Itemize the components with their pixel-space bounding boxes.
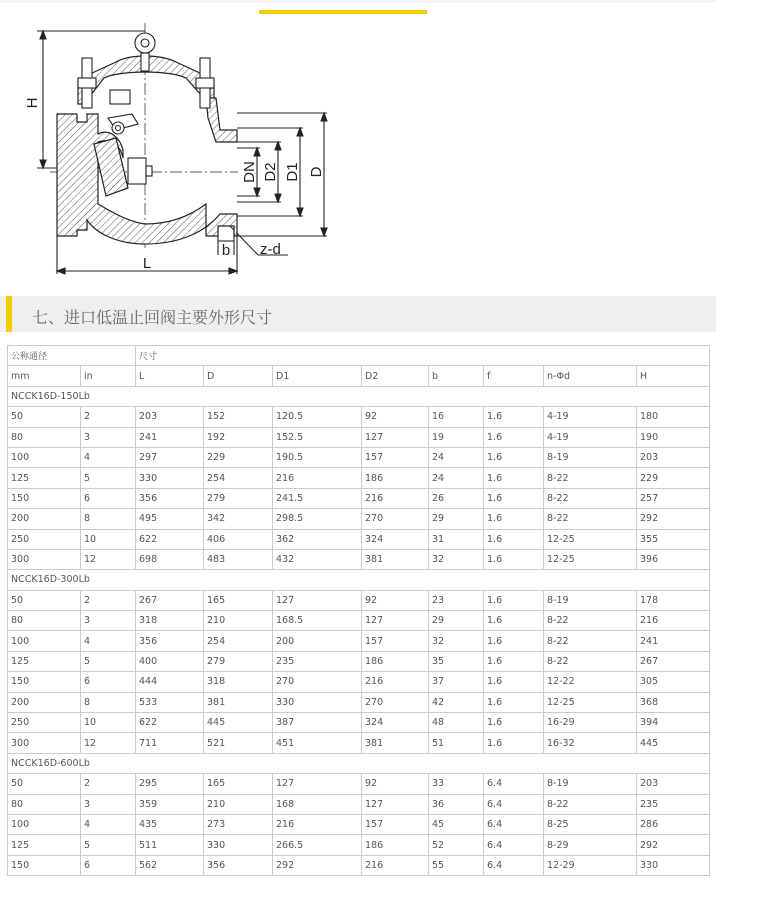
table-cell: 35 <box>429 651 484 671</box>
table-cell: 50 <box>8 774 81 794</box>
table-cell: 1.6 <box>484 529 544 549</box>
dim-label-b: b <box>221 242 231 259</box>
table-cell: 16-29 <box>544 713 637 733</box>
table-cell: 270 <box>362 692 429 712</box>
table-cell: 80 <box>8 794 81 814</box>
table-cell: 3 <box>81 427 136 447</box>
table-cell: 150 <box>8 672 81 692</box>
table-row <box>8 713 710 733</box>
table-cell: 4 <box>81 447 136 467</box>
table-cell: 1.6 <box>484 672 544 692</box>
table-row <box>8 549 710 569</box>
table-cell: 267 <box>637 651 710 671</box>
table-cell: 511 <box>136 835 204 855</box>
table-cell: 8-19 <box>544 447 637 467</box>
column-header: f <box>484 366 544 386</box>
table-cell: 8-22 <box>544 611 637 631</box>
table-cell: 16-32 <box>544 733 637 753</box>
table-cell: 394 <box>637 713 710 733</box>
table-cell: 19 <box>429 427 484 447</box>
table-cell: 2 <box>81 590 136 610</box>
model-row <box>8 753 710 773</box>
table-cell: 32 <box>429 631 484 651</box>
section-accent-bar <box>6 296 12 332</box>
table-cell: 362 <box>273 529 362 549</box>
table-cell: 356 <box>136 488 204 508</box>
dim-label-h: H <box>24 97 41 109</box>
table-cell: 80 <box>8 427 81 447</box>
table-cell: 186 <box>362 468 429 488</box>
table-cell: 186 <box>362 651 429 671</box>
header-row-columns <box>8 366 710 386</box>
table-cell: 24 <box>429 447 484 467</box>
table-cell: 8-22 <box>544 488 637 508</box>
table-cell: 229 <box>204 447 273 467</box>
dim-label-d2: D2 <box>262 162 279 182</box>
table-cell: 6.4 <box>484 794 544 814</box>
table-cell: 6 <box>81 672 136 692</box>
table-cell: 100 <box>8 814 81 834</box>
column-header: D2 <box>362 366 429 386</box>
table-cell: 1.6 <box>484 447 544 467</box>
dim-label-d: D <box>308 166 325 178</box>
table-cell: 168 <box>273 794 362 814</box>
table-cell: 12 <box>81 549 136 569</box>
table-cell: 203 <box>136 407 204 427</box>
table-cell: 6 <box>81 488 136 508</box>
table-cell: 1.6 <box>484 549 544 569</box>
table-cell: 292 <box>637 509 710 529</box>
table-cell: 36 <box>429 794 484 814</box>
table-cell: 200 <box>273 631 362 651</box>
table-cell: 270 <box>273 672 362 692</box>
table-row <box>8 468 710 488</box>
table-cell: 8-19 <box>544 774 637 794</box>
table-cell: 200 <box>8 692 81 712</box>
table-cell: 295 <box>136 774 204 794</box>
table-cell: 31 <box>429 529 484 549</box>
table-cell: 26 <box>429 488 484 508</box>
table-cell: 533 <box>136 692 204 712</box>
table-cell: 435 <box>136 814 204 834</box>
table-cell: 152.5 <box>273 427 362 447</box>
dimension-header: 尺寸 <box>136 346 710 366</box>
table-cell: 8-22 <box>544 651 637 671</box>
column-header: D1 <box>273 366 362 386</box>
dim-label-d1: D1 <box>284 162 301 182</box>
table-cell: 1.6 <box>484 651 544 671</box>
table-cell: 51 <box>429 733 484 753</box>
table-cell: 24 <box>429 468 484 488</box>
table-cell: 483 <box>204 549 273 569</box>
table-row <box>8 733 710 753</box>
tab-accent-underline <box>259 10 427 14</box>
table-cell: 5 <box>81 468 136 488</box>
table-cell: 330 <box>136 468 204 488</box>
table-cell: 216 <box>637 611 710 631</box>
nominal-size-header: 公称通径 <box>8 346 136 366</box>
table-cell: 273 <box>204 814 273 834</box>
table-cell: 8-22 <box>544 509 637 529</box>
table-cell: 396 <box>637 549 710 569</box>
table-cell: 210 <box>204 611 273 631</box>
table-cell: 266.5 <box>273 835 362 855</box>
table-cell: 286 <box>637 814 710 834</box>
table-cell: 622 <box>136 529 204 549</box>
table-cell: 157 <box>362 631 429 651</box>
table-cell: 216 <box>362 672 429 692</box>
table-cell: 4 <box>81 631 136 651</box>
table-cell: 4-19 <box>544 407 637 427</box>
table-cell: 45 <box>429 814 484 834</box>
table-cell: 444 <box>136 672 204 692</box>
table-cell: 318 <box>204 672 273 692</box>
table-cell: 150 <box>8 855 81 875</box>
table-cell: 562 <box>136 855 204 875</box>
table-cell: 292 <box>637 835 710 855</box>
table-cell: 1.6 <box>484 692 544 712</box>
table-cell: 445 <box>637 733 710 753</box>
table-cell: 92 <box>362 407 429 427</box>
table-cell: 16 <box>429 407 484 427</box>
table-cell: 10 <box>81 529 136 549</box>
column-header: b <box>429 366 484 386</box>
table-cell: 3 <box>81 611 136 631</box>
table-cell: 451 <box>273 733 362 753</box>
table-cell: 1.6 <box>484 509 544 529</box>
table-cell: 495 <box>136 509 204 529</box>
table-cell: 279 <box>204 488 273 508</box>
table-cell: 55 <box>429 855 484 875</box>
table-cell: 622 <box>136 713 204 733</box>
table-row <box>8 814 710 834</box>
table-cell: 445 <box>204 713 273 733</box>
dimensions-table <box>7 345 710 876</box>
table-cell: 6.4 <box>484 855 544 875</box>
table-cell: 381 <box>362 733 429 753</box>
table-cell: 216 <box>362 488 429 508</box>
section-title: 七、进口低温止回阀主要外形尺寸 <box>32 308 273 327</box>
table-cell: 300 <box>8 549 81 569</box>
table-cell: 52 <box>429 835 484 855</box>
table-row <box>8 835 710 855</box>
table-cell: 229 <box>637 468 710 488</box>
table-cell: 165 <box>204 774 273 794</box>
table-cell: 4-19 <box>544 427 637 447</box>
table-cell: 257 <box>637 488 710 508</box>
table-cell: 165 <box>204 590 273 610</box>
table-cell: 406 <box>204 529 273 549</box>
table-cell: 178 <box>637 590 710 610</box>
table-cell: 127 <box>273 774 362 794</box>
table-cell: 1.6 <box>484 713 544 733</box>
table-cell: 324 <box>362 713 429 733</box>
table-cell: 32 <box>429 549 484 569</box>
table-cell: 381 <box>204 692 273 712</box>
table-cell: 12-22 <box>544 672 637 692</box>
table-cell: 2 <box>81 407 136 427</box>
top-divider <box>0 0 716 3</box>
table-cell: 356 <box>136 631 204 651</box>
table-cell: 127 <box>273 590 362 610</box>
table-cell: 42 <box>429 692 484 712</box>
table-cell: 50 <box>8 407 81 427</box>
table-cell: 1.6 <box>484 590 544 610</box>
table-cell: 150 <box>8 488 81 508</box>
model-name: NCCK16D-300Lb <box>8 570 710 590</box>
table-cell: 120.5 <box>273 407 362 427</box>
table-cell: 330 <box>273 692 362 712</box>
table-cell: 355 <box>637 529 710 549</box>
model-name: NCCK16D-150Lb <box>8 386 710 406</box>
table-cell: 241 <box>637 631 710 651</box>
table-row <box>8 672 710 692</box>
table-cell: 190 <box>637 427 710 447</box>
table-cell: 12-29 <box>544 855 637 875</box>
table-cell: 127 <box>362 611 429 631</box>
table-cell: 270 <box>362 509 429 529</box>
table-cell: 1.6 <box>484 611 544 631</box>
table-row <box>8 692 710 712</box>
table-cell: 400 <box>136 651 204 671</box>
table-row <box>8 427 710 447</box>
table-cell: 200 <box>8 509 81 529</box>
table-cell: 1.6 <box>484 468 544 488</box>
table-cell: 8-22 <box>544 468 637 488</box>
table-cell: 8-19 <box>544 590 637 610</box>
table-cell: 356 <box>204 855 273 875</box>
table-cell: 125 <box>8 835 81 855</box>
table-cell: 432 <box>273 549 362 569</box>
table-cell: 4 <box>81 814 136 834</box>
table-cell: 1.6 <box>484 488 544 508</box>
table-cell: 235 <box>273 651 362 671</box>
column-header: D <box>204 366 273 386</box>
table-cell: 6.4 <box>484 835 544 855</box>
table-cell: 241.5 <box>273 488 362 508</box>
table-cell: 8-22 <box>544 631 637 651</box>
table-cell: 216 <box>362 855 429 875</box>
table-cell: 6 <box>81 855 136 875</box>
table-cell: 8-22 <box>544 794 637 814</box>
table-row <box>8 651 710 671</box>
table-cell: 168.5 <box>273 611 362 631</box>
table-cell: 279 <box>204 651 273 671</box>
table-cell: 8 <box>81 509 136 529</box>
column-header: L <box>136 366 204 386</box>
table-cell: 300 <box>8 733 81 753</box>
table-cell: 216 <box>273 468 362 488</box>
dim-label-l: L <box>142 255 152 272</box>
table-cell: 12-25 <box>544 549 637 569</box>
table-cell: 6.4 <box>484 814 544 834</box>
table-cell: 305 <box>637 672 710 692</box>
table-cell: 254 <box>204 468 273 488</box>
table-cell: 368 <box>637 692 710 712</box>
table-row <box>8 590 710 610</box>
table-cell: 292 <box>273 855 362 875</box>
table-cell: 23 <box>429 590 484 610</box>
table-cell: 33 <box>429 774 484 794</box>
table-cell: 1.6 <box>484 631 544 651</box>
table-cell: 235 <box>637 794 710 814</box>
table-cell: 698 <box>136 549 204 569</box>
table-cell: 203 <box>637 447 710 467</box>
table-cell: 2 <box>81 774 136 794</box>
table-cell: 6.4 <box>484 774 544 794</box>
table-cell: 359 <box>136 794 204 814</box>
table-cell: 8-25 <box>544 814 637 834</box>
table-cell: 381 <box>362 549 429 569</box>
table-cell: 250 <box>8 713 81 733</box>
table-cell: 8 <box>81 692 136 712</box>
table-cell: 50 <box>8 590 81 610</box>
valve-drawing <box>20 18 340 280</box>
table-cell: 5 <box>81 835 136 855</box>
table-cell: 1.6 <box>484 733 544 753</box>
table-cell: 1.6 <box>484 407 544 427</box>
column-header: n-Φd <box>544 366 637 386</box>
table-cell: 254 <box>204 631 273 651</box>
table-cell: 48 <box>429 713 484 733</box>
table-row <box>8 794 710 814</box>
table-row <box>8 855 710 875</box>
section-header <box>0 296 716 332</box>
dim-label-dn: DN <box>241 161 258 183</box>
table-cell: 100 <box>8 447 81 467</box>
table-cell: 5 <box>81 651 136 671</box>
table-row <box>8 488 710 508</box>
table-cell: 324 <box>362 529 429 549</box>
table-cell: 157 <box>362 814 429 834</box>
column-header: H <box>637 366 710 386</box>
table-cell: 3 <box>81 794 136 814</box>
column-header: in <box>81 366 136 386</box>
table-cell: 127 <box>362 427 429 447</box>
table-row <box>8 529 710 549</box>
table-cell: 125 <box>8 468 81 488</box>
table-row <box>8 509 710 529</box>
table-cell: 186 <box>362 835 429 855</box>
table-cell: 387 <box>273 713 362 733</box>
table-cell: 521 <box>204 733 273 753</box>
table-cell: 29 <box>429 611 484 631</box>
table-cell: 10 <box>81 713 136 733</box>
table-cell: 267 <box>136 590 204 610</box>
table-cell: 29 <box>429 509 484 529</box>
header-row-group <box>8 346 710 366</box>
table-cell: 241 <box>136 427 204 447</box>
table-cell: 192 <box>204 427 273 447</box>
table-cell: 318 <box>136 611 204 631</box>
table-cell: 330 <box>637 855 710 875</box>
table-cell: 298.5 <box>273 509 362 529</box>
table-cell: 330 <box>204 835 273 855</box>
dim-label-zd: z-d <box>260 241 281 258</box>
table-row <box>8 611 710 631</box>
table-cell: 80 <box>8 611 81 631</box>
model-row <box>8 386 710 406</box>
model-row <box>8 570 710 590</box>
table-cell: 37 <box>429 672 484 692</box>
table-cell: 180 <box>637 407 710 427</box>
table-cell: 157 <box>362 447 429 467</box>
table-cell: 12 <box>81 733 136 753</box>
table-cell: 100 <box>8 631 81 651</box>
table-cell: 216 <box>273 814 362 834</box>
table-cell: 1.6 <box>484 427 544 447</box>
table-cell: 297 <box>136 447 204 467</box>
table-cell: 210 <box>204 794 273 814</box>
table-row <box>8 631 710 651</box>
column-header: mm <box>8 366 81 386</box>
table-cell: 92 <box>362 774 429 794</box>
table-cell: 8-29 <box>544 835 637 855</box>
table-cell: 12-25 <box>544 692 637 712</box>
table-cell: 92 <box>362 590 429 610</box>
table-row <box>8 447 710 467</box>
table-row <box>8 407 710 427</box>
table-cell: 342 <box>204 509 273 529</box>
table-cell: 711 <box>136 733 204 753</box>
table-cell: 203 <box>637 774 710 794</box>
table-cell: 190.5 <box>273 447 362 467</box>
table-cell: 152 <box>204 407 273 427</box>
table-cell: 12-25 <box>544 529 637 549</box>
table-cell: 250 <box>8 529 81 549</box>
table-row <box>8 774 710 794</box>
model-name: NCCK16D-600Lb <box>8 753 710 773</box>
table-cell: 125 <box>8 651 81 671</box>
table-cell: 127 <box>362 794 429 814</box>
